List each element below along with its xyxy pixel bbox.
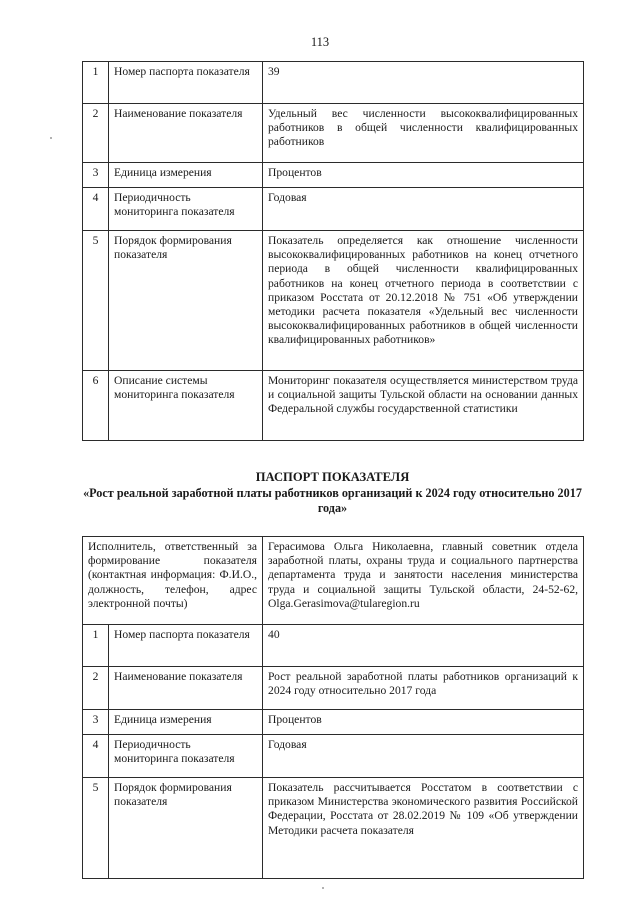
table-row — [83, 625, 584, 667]
row-number: 3 — [83, 163, 109, 188]
heading-title: ПАСПОРТ ПОКАЗАТЕЛЯ — [255, 470, 410, 484]
passport-40-table — [82, 536, 584, 879]
table-row — [83, 778, 584, 879]
row-value: 40 — [263, 625, 584, 667]
table-row — [83, 231, 584, 371]
row-value: Удельный вес численности высококвалифицированных работников в общей численности квалифицированных работников — [263, 104, 584, 163]
row-value: Процентов — [263, 710, 584, 735]
table-row — [83, 710, 584, 735]
passport-40-heading — [82, 470, 583, 517]
row-number: 1 — [83, 625, 109, 667]
scan-speck — [322, 887, 324, 889]
row-number: 5 — [83, 231, 109, 371]
row-number: 2 — [83, 104, 109, 163]
row-label: Периодичность мониторинга показателя — [109, 735, 263, 778]
row-value: Годовая — [263, 188, 584, 231]
row-number: 1 — [83, 62, 109, 104]
table-row — [83, 163, 584, 188]
row-value: Процентов — [263, 163, 584, 188]
scan-speck — [50, 137, 52, 139]
row-label: Номер паспорта показателя — [109, 625, 263, 667]
page-number: 113 — [310, 35, 330, 49]
row-label: Описание системы мониторинга показателя — [109, 371, 263, 441]
executor-row — [83, 537, 584, 625]
row-label: Порядок формирования показателя — [109, 231, 263, 371]
table-row — [83, 104, 584, 163]
row-number: 4 — [83, 735, 109, 778]
executor-label: Исполнитель, ответственный за формирование показателя (контактная информация: Ф.И.О., должность, телефон, адрес электронной почты) — [83, 537, 263, 625]
executor-value: Герасимова Ольга Николаевна, главный советник отдела заработной платы, охраны труда и социального партнерства департамента труда и занятости населения министерства труда и социальной защиты Тульской области, 24-52-62, Olga.Gerasimova@tularegion.ru — [263, 537, 584, 625]
passport-39-table — [82, 61, 584, 441]
row-label: Номер паспорта показателя — [109, 62, 263, 104]
row-number: 5 — [83, 778, 109, 879]
row-label: Периодичность мониторинга показателя — [109, 188, 263, 231]
row-value: Показатель рассчитывается Росстатом в соответствии с приказом Министерства экономического развития Российской Федерации, Росстата от 28.02.2019 № 109 «Об утверждении Методики расчета показателя — [268, 781, 579, 837]
table-row — [83, 735, 584, 778]
row-label: Порядок формирования показателя — [109, 778, 263, 879]
table-row — [83, 371, 584, 441]
table-row — [83, 667, 584, 710]
row-number: 3 — [83, 710, 109, 735]
row-value: Рост реальной заработной платы работников организаций к 2024 году относительно 2017 года — [263, 667, 584, 710]
row-label: Наименование показателя — [109, 667, 263, 710]
row-number: 4 — [83, 188, 109, 231]
row-value: 39 — [263, 62, 584, 104]
row-value: Мониторинг показателя осуществляется министерством труда и социальной защиты Тульской области на основании данных Федеральной службы государственной статистики — [263, 371, 584, 441]
table-row — [83, 188, 584, 231]
row-value: Показатель определяется как отношение численности высококвалифицированных работников на конец отчетного периода в общей численности квалифицированных работников на конец отчетного периода в соответствии с приказом Росстата от 20.12.2018 № 751 «Об утверждении методики расчета показателя «Удельный вес численности высококвалифицированных работников в общей численности квалифицированных работников» — [263, 231, 584, 371]
row-value: Годовая — [263, 735, 584, 778]
row-number: 2 — [83, 667, 109, 710]
heading-subtitle: «Рост реальной заработной платы работников организаций к 2024 году относительно 2017 года» — [83, 485, 582, 515]
table-row — [83, 62, 584, 104]
row-label: Единица измерения — [109, 710, 263, 735]
row-number: 6 — [83, 371, 109, 441]
row-label: Единица измерения — [109, 163, 263, 188]
row-label: Наименование показателя — [109, 104, 263, 163]
